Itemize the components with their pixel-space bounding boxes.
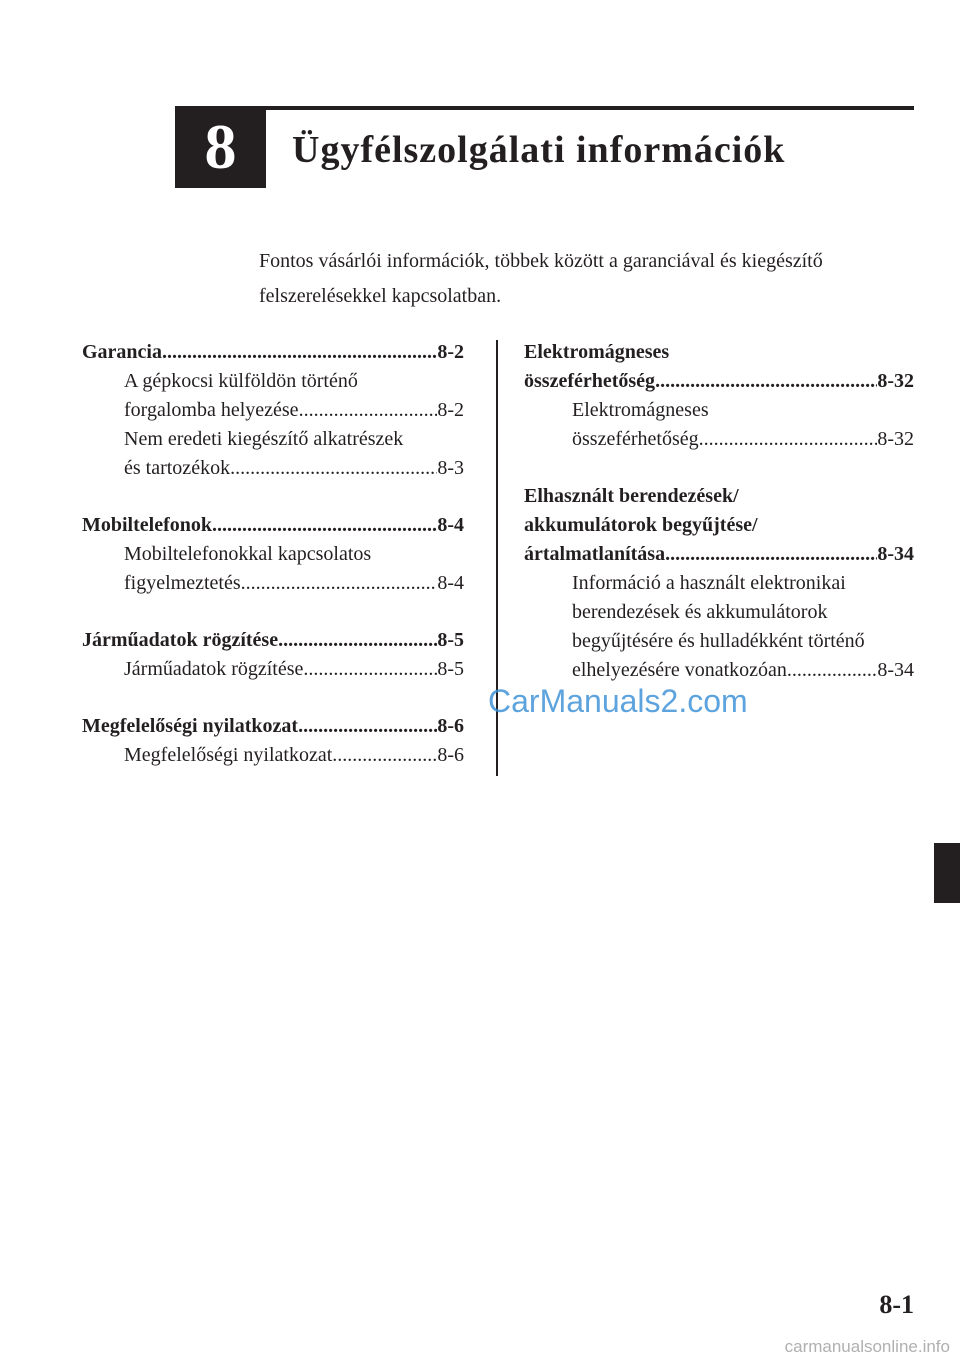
dot-leader [655, 367, 877, 396]
intro-line-1: Fontos vásárlói információk, többek között a garanciával és kiegészítő [259, 250, 823, 272]
dot-leader [230, 454, 437, 483]
toc-entry-hulladek[interactable] [524, 569, 914, 685]
toc-section-elhasznalt [524, 482, 914, 685]
dot-leader [162, 338, 437, 367]
toc-entry-jarmuadatok[interactable] [82, 655, 464, 684]
toc-heading-title: Mobiltelefonok [82, 514, 212, 536]
toc-entry-text: összeférhetőség [572, 428, 699, 450]
toc-page-ref: 8-6 [437, 715, 464, 737]
dot-leader [332, 741, 437, 770]
toc-entry-text: berendezések és akkumulátorok [572, 601, 828, 623]
toc-heading-title: összeférhetőség [524, 370, 656, 392]
toc-page-ref: 8-34 [877, 543, 914, 565]
dot-leader [787, 656, 877, 685]
toc-entry-text: Elektromágneses [572, 399, 709, 421]
toc-entry-text: és tartozékok [124, 457, 231, 479]
toc-page-ref: 8-4 [437, 572, 464, 594]
chapter-number: 8 [204, 111, 237, 182]
toc-page-ref: 8-2 [437, 399, 464, 421]
toc-section-elektromagneses [524, 338, 914, 454]
dot-leader [241, 569, 438, 598]
toc-entry-text: Megfelelőségi nyilatkozat [124, 744, 333, 766]
toc-heading-jarmuadatok[interactable] [82, 626, 464, 655]
toc-heading-mobiltelefonok[interactable] [82, 511, 464, 540]
chapter-title: Ügyfélszolgálati információk [292, 129, 786, 171]
toc-heading-elhasznalt[interactable] [524, 482, 914, 569]
toc-page-ref: 8-34 [877, 659, 914, 681]
toc-entry-megfelelosegi[interactable] [82, 741, 464, 770]
toc-entry-text: A gépkocsi külföldön történő [124, 370, 358, 392]
toc-right-column [524, 338, 914, 713]
toc-entry-nem-eredeti[interactable] [82, 425, 464, 483]
toc-entry-text: Nem eredeti kiegészítő alkatrészek [124, 428, 404, 450]
toc-page-ref: 8-4 [437, 514, 464, 536]
toc-section-mobiltelefonok [82, 511, 464, 598]
toc-entry-figyelmeztetes[interactable] [82, 540, 464, 598]
toc-heading-title: Járműadatok rögzítése [82, 629, 279, 651]
toc-page-ref: 8-32 [877, 370, 914, 392]
dot-leader [212, 511, 437, 540]
toc-entry-text: begyűjtésére és hulladékként történő [572, 630, 865, 652]
toc-heading-title: ártalmatlanítása [524, 543, 666, 565]
dot-leader [298, 712, 437, 741]
toc-heading-elektromagneses[interactable] [524, 338, 914, 396]
toc-entry-text: Mobiltelefonokkal kapcsolatos [124, 543, 372, 565]
toc-section-jarmuadatok [82, 626, 464, 684]
chapter-intro [259, 244, 899, 314]
intro-line-2: felszerelésekkel kapcsolatban. [259, 285, 502, 307]
toc-entry-text: elhelyezésére vonatkozóan [572, 659, 787, 681]
dot-leader [303, 655, 437, 684]
dot-leader [665, 540, 877, 569]
toc-heading-title: Elektromágneses [524, 341, 670, 363]
toc-entry-kulfold[interactable] [82, 367, 464, 425]
dot-leader [699, 425, 878, 454]
dot-leader [299, 396, 438, 425]
toc-section-garancia [82, 338, 464, 483]
toc-page-ref: 8-3 [437, 457, 464, 479]
watermark-logo: CarManuals2.com [488, 683, 748, 719]
toc-section-megfelelosegi [82, 712, 464, 770]
toc-page-ref: 8-5 [437, 629, 464, 651]
footer-watermark: carmanualsonline.info [784, 1337, 950, 1356]
header-rule [266, 106, 914, 110]
toc-heading-title: Elhasznált berendezések/ [524, 485, 739, 507]
toc-page-ref: 8-6 [437, 744, 464, 766]
page-number: 8-1 [879, 1290, 914, 1319]
toc-entry-elektromagneses[interactable] [524, 396, 914, 454]
toc-heading-title: akkumulátorok begyűjtése/ [524, 514, 758, 536]
toc-page-ref: 8-5 [437, 658, 464, 680]
toc-entry-text: figyelmeztetés [124, 572, 241, 594]
toc-entry-text: Információ a használt elektronikai [572, 572, 846, 594]
toc-left-column [82, 338, 464, 798]
chapter-side-tab [934, 843, 960, 903]
toc-entry-text: Járműadatok rögzítése [124, 658, 304, 680]
toc-heading-garancia[interactable] [82, 338, 464, 367]
toc-entry-text: forgalomba helyezése [124, 399, 299, 421]
dot-leader [278, 626, 437, 655]
toc-heading-title: Megfelelőségi nyilatkozat [82, 715, 299, 737]
toc-heading-megfelelosegi[interactable] [82, 712, 464, 741]
toc-page-ref: 8-2 [437, 341, 464, 363]
toc-page-ref: 8-32 [877, 428, 914, 450]
toc-heading-title: Garancia [82, 341, 162, 363]
chapter-number-box [175, 106, 266, 188]
